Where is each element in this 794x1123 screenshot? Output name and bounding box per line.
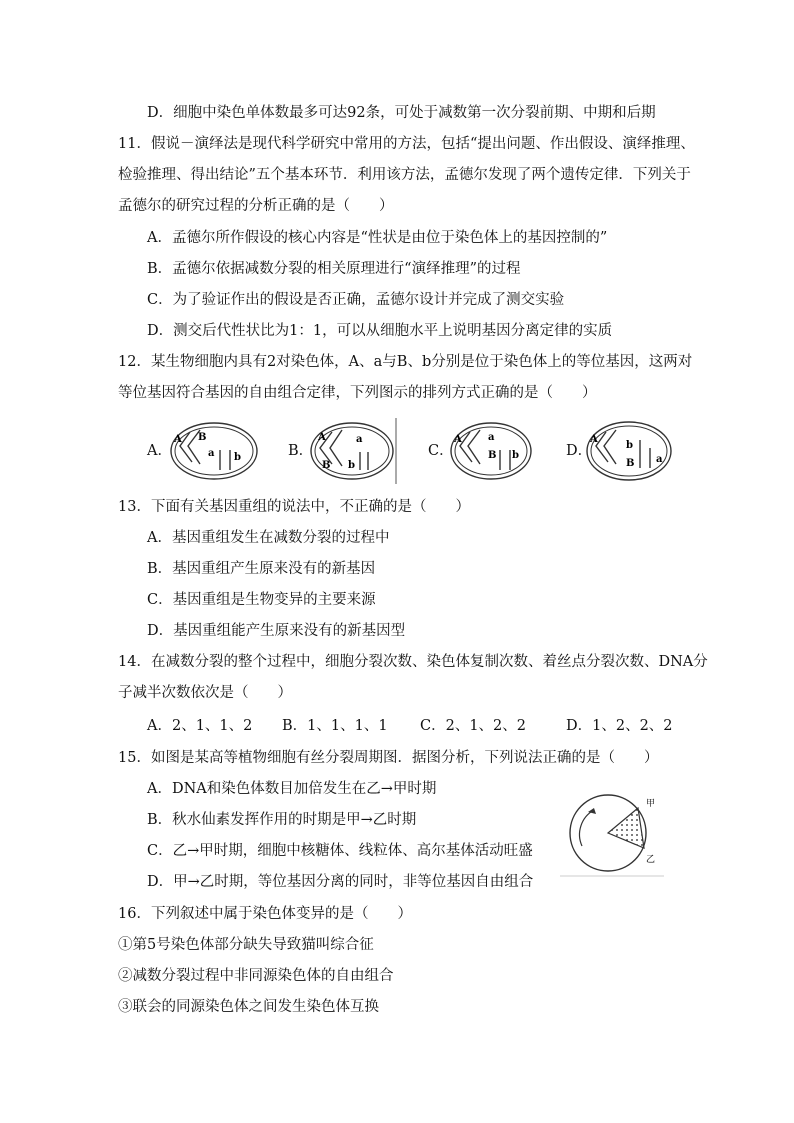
q13-option-b: B．基因重组产生原来没有的新基因 xyxy=(147,561,376,577)
q12d-gene-A: A xyxy=(590,434,598,445)
q14-stem-line2: 子减半次数依次是（ ） xyxy=(118,685,292,701)
q11-option-d: D．测交后代性状比为1：1，可以从细胞水平上说明基因分离定律的实质 xyxy=(147,323,613,339)
q12-figure-d xyxy=(584,418,674,484)
q12-figure-b xyxy=(308,418,400,484)
q12d-gene-B: B xyxy=(626,458,635,469)
q12-figure-a xyxy=(168,420,260,482)
q12d-gene-a: a xyxy=(656,454,663,465)
q16-item-1: ①第5号染色体部分缺失导致猫叫综合征 xyxy=(118,937,374,953)
q12-stem-line1: 12．某生物细胞内具有2对染色体，A、a与B、b分别是位于染色体上的等位基因，这两对 xyxy=(118,354,693,370)
q12a-gene-a: a xyxy=(208,448,215,459)
q12b-gene-A: A xyxy=(318,432,326,443)
q14-option-b: B．1、1、1、1 xyxy=(282,718,388,734)
q16-item-2: ②减数分裂过程中非同源染色体的自由组合 xyxy=(118,968,394,984)
q12a-gene-B: B xyxy=(198,432,207,443)
q14-option-a: A．2、1、1、2 xyxy=(147,718,253,734)
q12b-gene-a: a xyxy=(356,434,363,445)
q15-option-a: A．DNA和染色体数目加倍发生在乙→甲时期 xyxy=(147,781,437,797)
q12d-gene-b: b xyxy=(626,440,633,451)
q12b-gene-B: B xyxy=(322,460,331,471)
q13-option-c: C．基因重组是生物变异的主要来源 xyxy=(147,592,376,608)
q11-stem-line2: 检验推理、得出结论”五个基本环节．利用该方法，孟德尔发现了两个遗传定律．下列关于 xyxy=(118,167,691,183)
q12c-gene-B: B xyxy=(488,450,497,461)
q13-stem: 13．下面有关基因重组的说法中，不正确的是（ ） xyxy=(118,499,470,515)
q15-option-c: C．乙→甲时期，细胞中核糖体、线粒体、高尔基体活动旺盛 xyxy=(147,843,533,859)
q14-stem-line1: 14．在减数分裂的整个过程中，细胞分裂次数、染色体复制次数、着丝点分裂次数、DNA分 xyxy=(118,654,708,670)
q11-stem-line1: 11．假说－演绎法是现代科学研究中常用的方法，包括“提出问题、作出假设、演绎推理、 xyxy=(118,136,695,152)
q16-item-3: ③联会的同源染色体之间发生染色体互换 xyxy=(118,999,379,1015)
q12-option-d-label: D． xyxy=(566,443,593,459)
q12-option-b-label: B． xyxy=(288,443,314,459)
q11-option-c: C．为了验证作出的假设是否正确，孟德尔设计并完成了测交实验 xyxy=(147,292,565,308)
q10-option-d: D．细胞中染色单体数最多可达92条，可处于减数第一次分裂前期、中期和后期 xyxy=(147,105,656,121)
q15-label-yi: 乙 xyxy=(646,855,656,865)
q12a-gene-b: b xyxy=(234,452,241,463)
q15-cell-cycle-figure xyxy=(560,788,670,878)
q15-option-d: D．甲→乙时期，等位基因分离的同时，非等位基因自由组合 xyxy=(147,874,534,890)
q12c-gene-A: A xyxy=(454,434,462,445)
q15-option-b: B．秋水仙素发挥作用的时期是甲→乙时期 xyxy=(147,812,417,828)
q13-option-d: D．基因重组能产生原来没有的新基因型 xyxy=(147,623,406,639)
q12-option-c-label: C． xyxy=(428,443,454,459)
q11-stem-line3: 孟德尔的研究过程的分析正确的是（ ） xyxy=(118,198,394,214)
q12b-gene-b: b xyxy=(348,460,355,471)
q12a-gene-A: A xyxy=(174,434,182,445)
q15-label-jia: 甲 xyxy=(646,799,656,809)
q14-option-c: C．2、1、2、2 xyxy=(420,718,526,734)
q13-option-a: A．基因重组发生在减数分裂的过程中 xyxy=(147,530,390,546)
q12-stem-line2: 等位基因符合基因的自由组合定律，下列图示的排列方式正确的是（ ） xyxy=(118,385,597,401)
q11-option-a: A．孟德尔所作假设的核心内容是“性状是由位于染色体上的基因控制的” xyxy=(147,230,608,246)
q12-option-a-label: A． xyxy=(147,443,172,459)
q16-stem: 16．下列叙述中属于染色体变异的是（ ） xyxy=(118,906,412,922)
q12-figure-c xyxy=(448,420,534,482)
q11-option-b: B．孟德尔依据减数分裂的相关原理进行“演绎推理”的过程 xyxy=(147,261,521,277)
q12c-gene-a: a xyxy=(488,432,495,443)
q12c-gene-b: b xyxy=(512,450,519,461)
q14-option-d: D．1、2、2、2 xyxy=(566,718,673,734)
q15-stem: 15．如图是某高等植物细胞有丝分裂周期图．据图分析，下列说法正确的是（ ） xyxy=(118,750,659,766)
